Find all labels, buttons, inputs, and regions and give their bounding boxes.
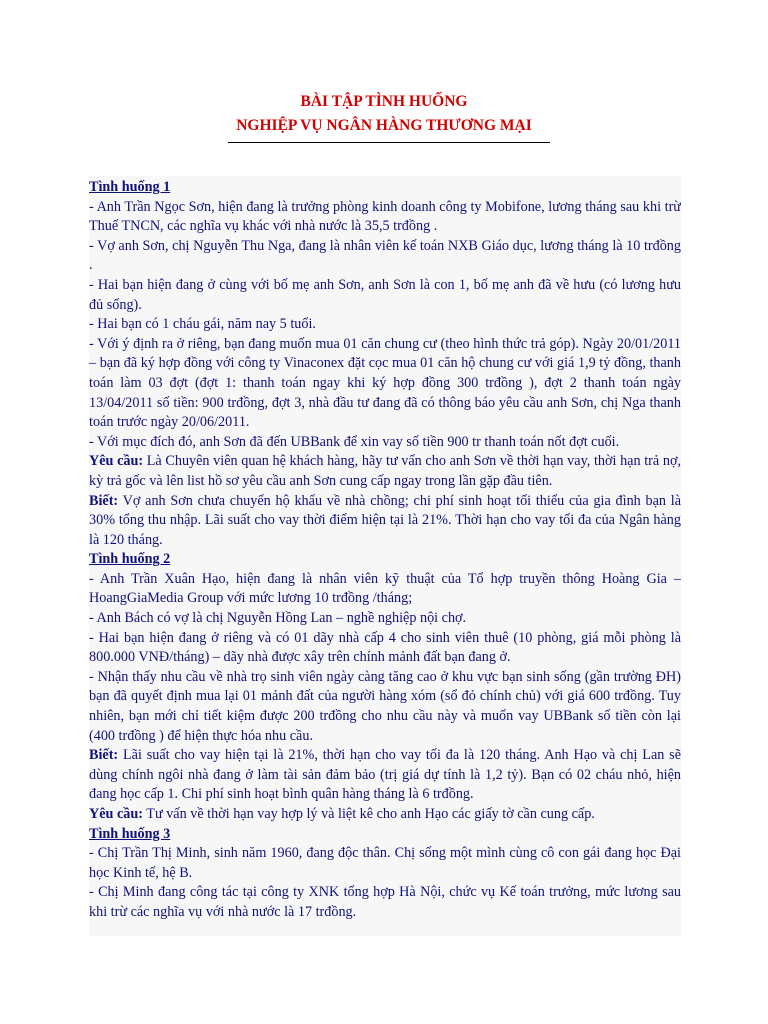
paragraph [89,237,681,276]
paragraph [89,609,681,629]
content-area [89,176,681,936]
paragraph [89,629,681,668]
paragraph-text: - Hai bạn hiện đang ở riêng và có 01 dãy nhà cấp 4 cho sinh viên thuê (10 phòng, giá mỗi phòng là 800.000 VNĐ/tháng) – dãy nhà được xây trên chính mảnh đất bạn đang ở. [89,629,681,666]
paragraph [89,805,681,825]
paragraph-text: - Hai bạn có 1 cháu gái, năm nay 5 tuổi. [89,316,316,333]
document-subtitle: NGHIỆP VỤ NGÂN HÀNG THƯƠNG MẠI [236,117,532,134]
paragraph-text: Lãi suất cho vay hiện tại là 21%, thời hạn cho vay tối đa là 120 tháng. Anh Hạo và chị Lan sẽ dùng chính ngôi nhà đang ở làm tài sản đảm bảo (trị giá dự tính là 1,2 tỷ). Bạn có 02 cháu nhỏ, hiện đang học cấp 1. Chi phí sinh hoạt bình quân hàng tháng là 6 trđồng. [89,747,681,803]
paragraph [89,198,681,237]
paragraph-text: - Nhận thấy nhu cầu về nhà trọ sinh viên ngày càng tăng cao ở khu vực bạn sinh sống (gần trường ĐH) bạn đã quyết định mua lại 01 mảnh đất của người hàng xóm (sổ đỏ chính chủ) với giá 600 trđồng. Tuy nhiên, bạn mới chỉ tiết kiệm được 200 trđồng cho nhu cầu này và muốn vay UBBank số tiền còn lại (400 trđồng ) để hiện thực hóa nhu cầu. [89,668,681,744]
paragraph-text: - Chị Trần Thị Minh, sinh năm 1960, đang độc thân. Chị sống một mình cùng cô con gái đang học Đại học Kinh tế, hệ B. [89,845,681,881]
paragraph [89,335,681,433]
paragraph [89,883,681,922]
paragraph-text: - Anh Trần Xuân Hạo, hiện đang là nhân viên kỹ thuật của Tổ hợp truyền thông Hoàng Gia – HoangGiaMedia Group với mức lương 10 trđồng /tháng; [89,570,681,607]
paragraph [89,492,681,551]
paragraph [89,276,681,315]
paragraph [89,433,681,453]
paragraph-text: - Với ý định ra ở riêng, bạn đang muốn mua 01 căn chung cư (theo hình thức trả góp). Ngày 20/01/2011 – bạn đã ký hợp đồng với công ty Vinaconex đặt cọc mua 01 căn hộ chung cư với giá 1,9 tỷ đồng, thanh toán làm 03 đợt (đợt 1: thanh toán ngay khi ký hợp đồng 300 trđồng ), đợt 2 thanh toán ngày 13/04/2011 số tiền: 900 trđồng, đợt 3, nhà đầu tư đang đã có thông báo yêu cầu anh Sơn, chị Nga thanh toán trước ngày 20/06/2011. [89,335,681,431]
section-heading: Tình huống 3 [89,825,171,842]
content-text [89,176,681,923]
paragraph-label: Yêu cầu: [89,806,143,822]
paragraph [89,746,681,805]
paragraph [89,452,681,491]
paragraph [89,315,681,335]
section-heading: Tình huống 2 [89,551,171,568]
title-underline-rule [228,142,550,143]
paragraph-text: - Hai bạn hiện đang ở cùng với bố mẹ anh Sơn, anh Sơn là con 1, bố mẹ anh đã về hưu (có lương hưu đủ sống). [89,276,681,313]
paragraph [89,844,681,883]
section-heading: Tình huống 1 [89,179,171,195]
paragraph-text: Vợ anh Sơn chưa chuyển hộ khẩu về nhà chồng; chi phí sinh hoạt tối thiểu của gia đình bạn là 30% tổng thu nhập. Lãi suất cho vay thời điểm hiện tại là 21%. Thời hạn cho vay tối đa của Ngân hàng là 120 tháng. [89,492,681,548]
paragraph-label: Biết: [89,747,119,764]
paragraph-text: - Anh Trần Ngọc Sơn, hiện đang là trưởng phòng kinh doanh công ty Mobifone, lương tháng sau khi trừ Thuế TNCN, các nghĩa vụ khác với nhà nước là 35,5 trđồng . [89,198,681,235]
paragraph [89,570,681,609]
paragraph-text: - Chị Minh đang công tác tại công ty XNK tổng hợp Hà Nội, chức vụ Kế toán trưởng, mức lương sau khi trừ các nghĩa vụ với nhà nước là 17 trđồng. [89,884,681,920]
paragraph-label: Yêu cầu: [89,453,144,470]
paragraph-text: - Với mục đích đó, anh Sơn đã đến UBBank để xin vay số tiền 900 tr thanh toán nốt đợt cuối. [89,433,620,450]
title-block [0,90,768,138]
paragraph [89,668,681,746]
paragraph-text: - Vợ anh Sơn, chị Nguyễn Thu Nga, đang là nhân viên kế toán NXB Giáo dục, lương tháng là 10 trđồng . [89,237,681,274]
paragraph-label: Biết: [89,492,119,509]
paragraph-text: - Anh Bách có vợ là chị Nguyễn Hồng Lan – nghề nghiệp nội chợ. [89,610,467,627]
paragraph-text: Tư vấn về thời hạn vay hợp lý và liệt kê cho anh Hạo các giấy tờ cần cung cấp. [143,806,595,822]
document-title: BÀI TẬP TÌNH HUỐNG [300,93,468,110]
paragraph-text: Là Chuyên viên quan hệ khách hàng, hãy tư vấn cho anh Sơn về thời hạn vay, thời hạn trả nợ, kỳ trả gốc và lên list hồ sơ yêu cầu anh Sơn cung cấp ngay trong lần gặp đầu tiên. [89,453,681,489]
